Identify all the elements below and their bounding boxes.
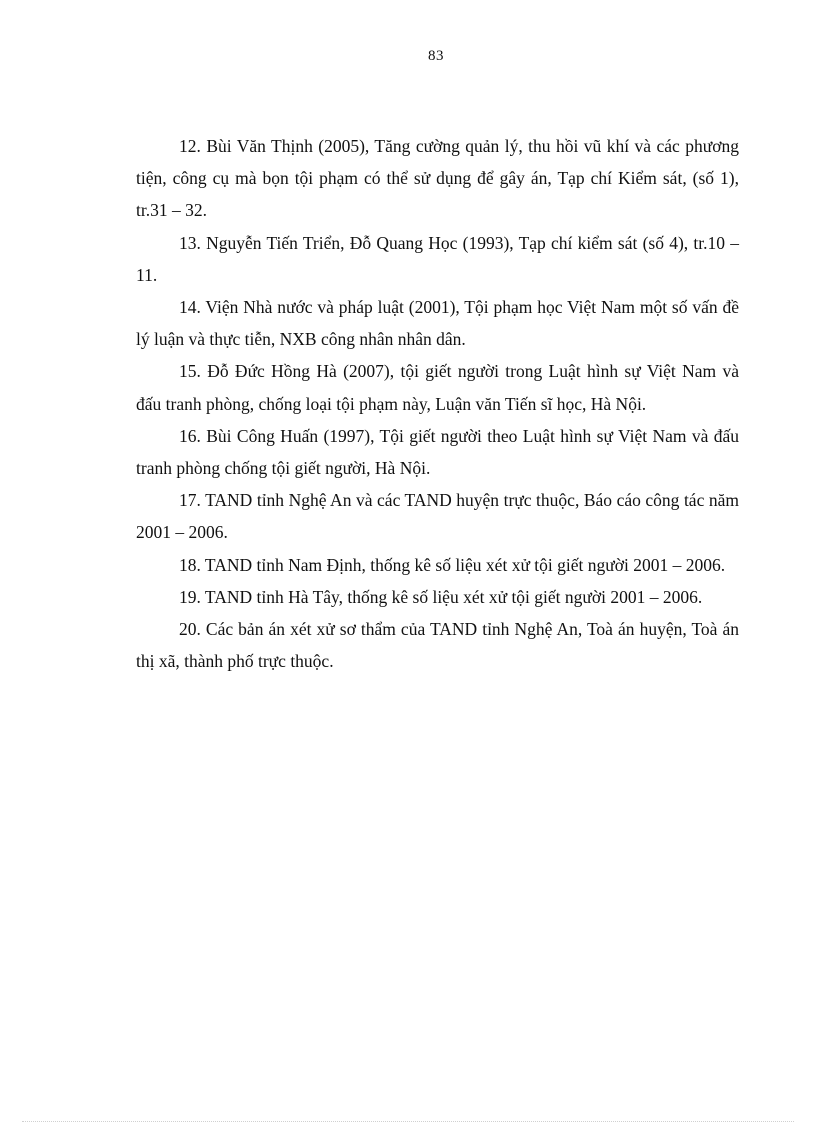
reference-item: 17. TAND tỉnh Nghệ An và các TAND huyện trực thuộc, Báo cáo công tác năm 2001 – 2006. <box>136 490 739 543</box>
reference-item: 15. Đỗ Đức Hồng Hà (2007), tội giết người trong Luật hình sự Việt Nam và đấu tranh phòng, chống loại tội phạm này, Luận văn Tiến sĩ học, Hà Nội. <box>136 361 739 414</box>
reference-item: 13. Nguyễn Tiến Triển, Đỗ Quang Học (1993), Tạp chí kiểm sát (số 4), tr.10 – 11. <box>136 232 739 285</box>
reference-item: 19. TAND tỉnh Hà Tây, thống kê số liệu xét xử tội giết người 2001 – 2006. <box>179 586 703 607</box>
reference-item: 12. Bùi Văn Thịnh (2005), Tăng cường quản lý, thu hồi vũ khí và các phương tiện, công cụ mà bọn tội phạm có thể sử dụng để gây án, Tạp chí Kiểm sát, (số 1), tr.31 – 32. <box>136 136 739 221</box>
page-bottom-rule <box>22 1121 794 1122</box>
reference-item: 16. Bùi Công Huấn (1997), Tội giết người theo Luật hình sự Việt Nam và đấu tranh phòng chống tội giết người, Hà Nội. <box>136 425 739 479</box>
reference-item: 14. Viện Nhà nước và pháp luật (2001), Tội phạm học Việt Nam một số vấn đề lý luận và thực tiễn, NXB công nhân nhân dân. <box>136 297 739 350</box>
reference-list <box>136 130 739 677</box>
page-number: 83 <box>428 48 444 64</box>
reference-item: 18. TAND tỉnh Nam Định, thống kê số liệu xét xử tội giết người 2001 – 2006. <box>179 554 726 575</box>
reference-item: 20. Các bản án xét xử sơ thẩm của TAND tỉnh Nghệ An, Toà án huyện, Toà án thị xã, thành phố trực thuộc. <box>136 619 739 672</box>
